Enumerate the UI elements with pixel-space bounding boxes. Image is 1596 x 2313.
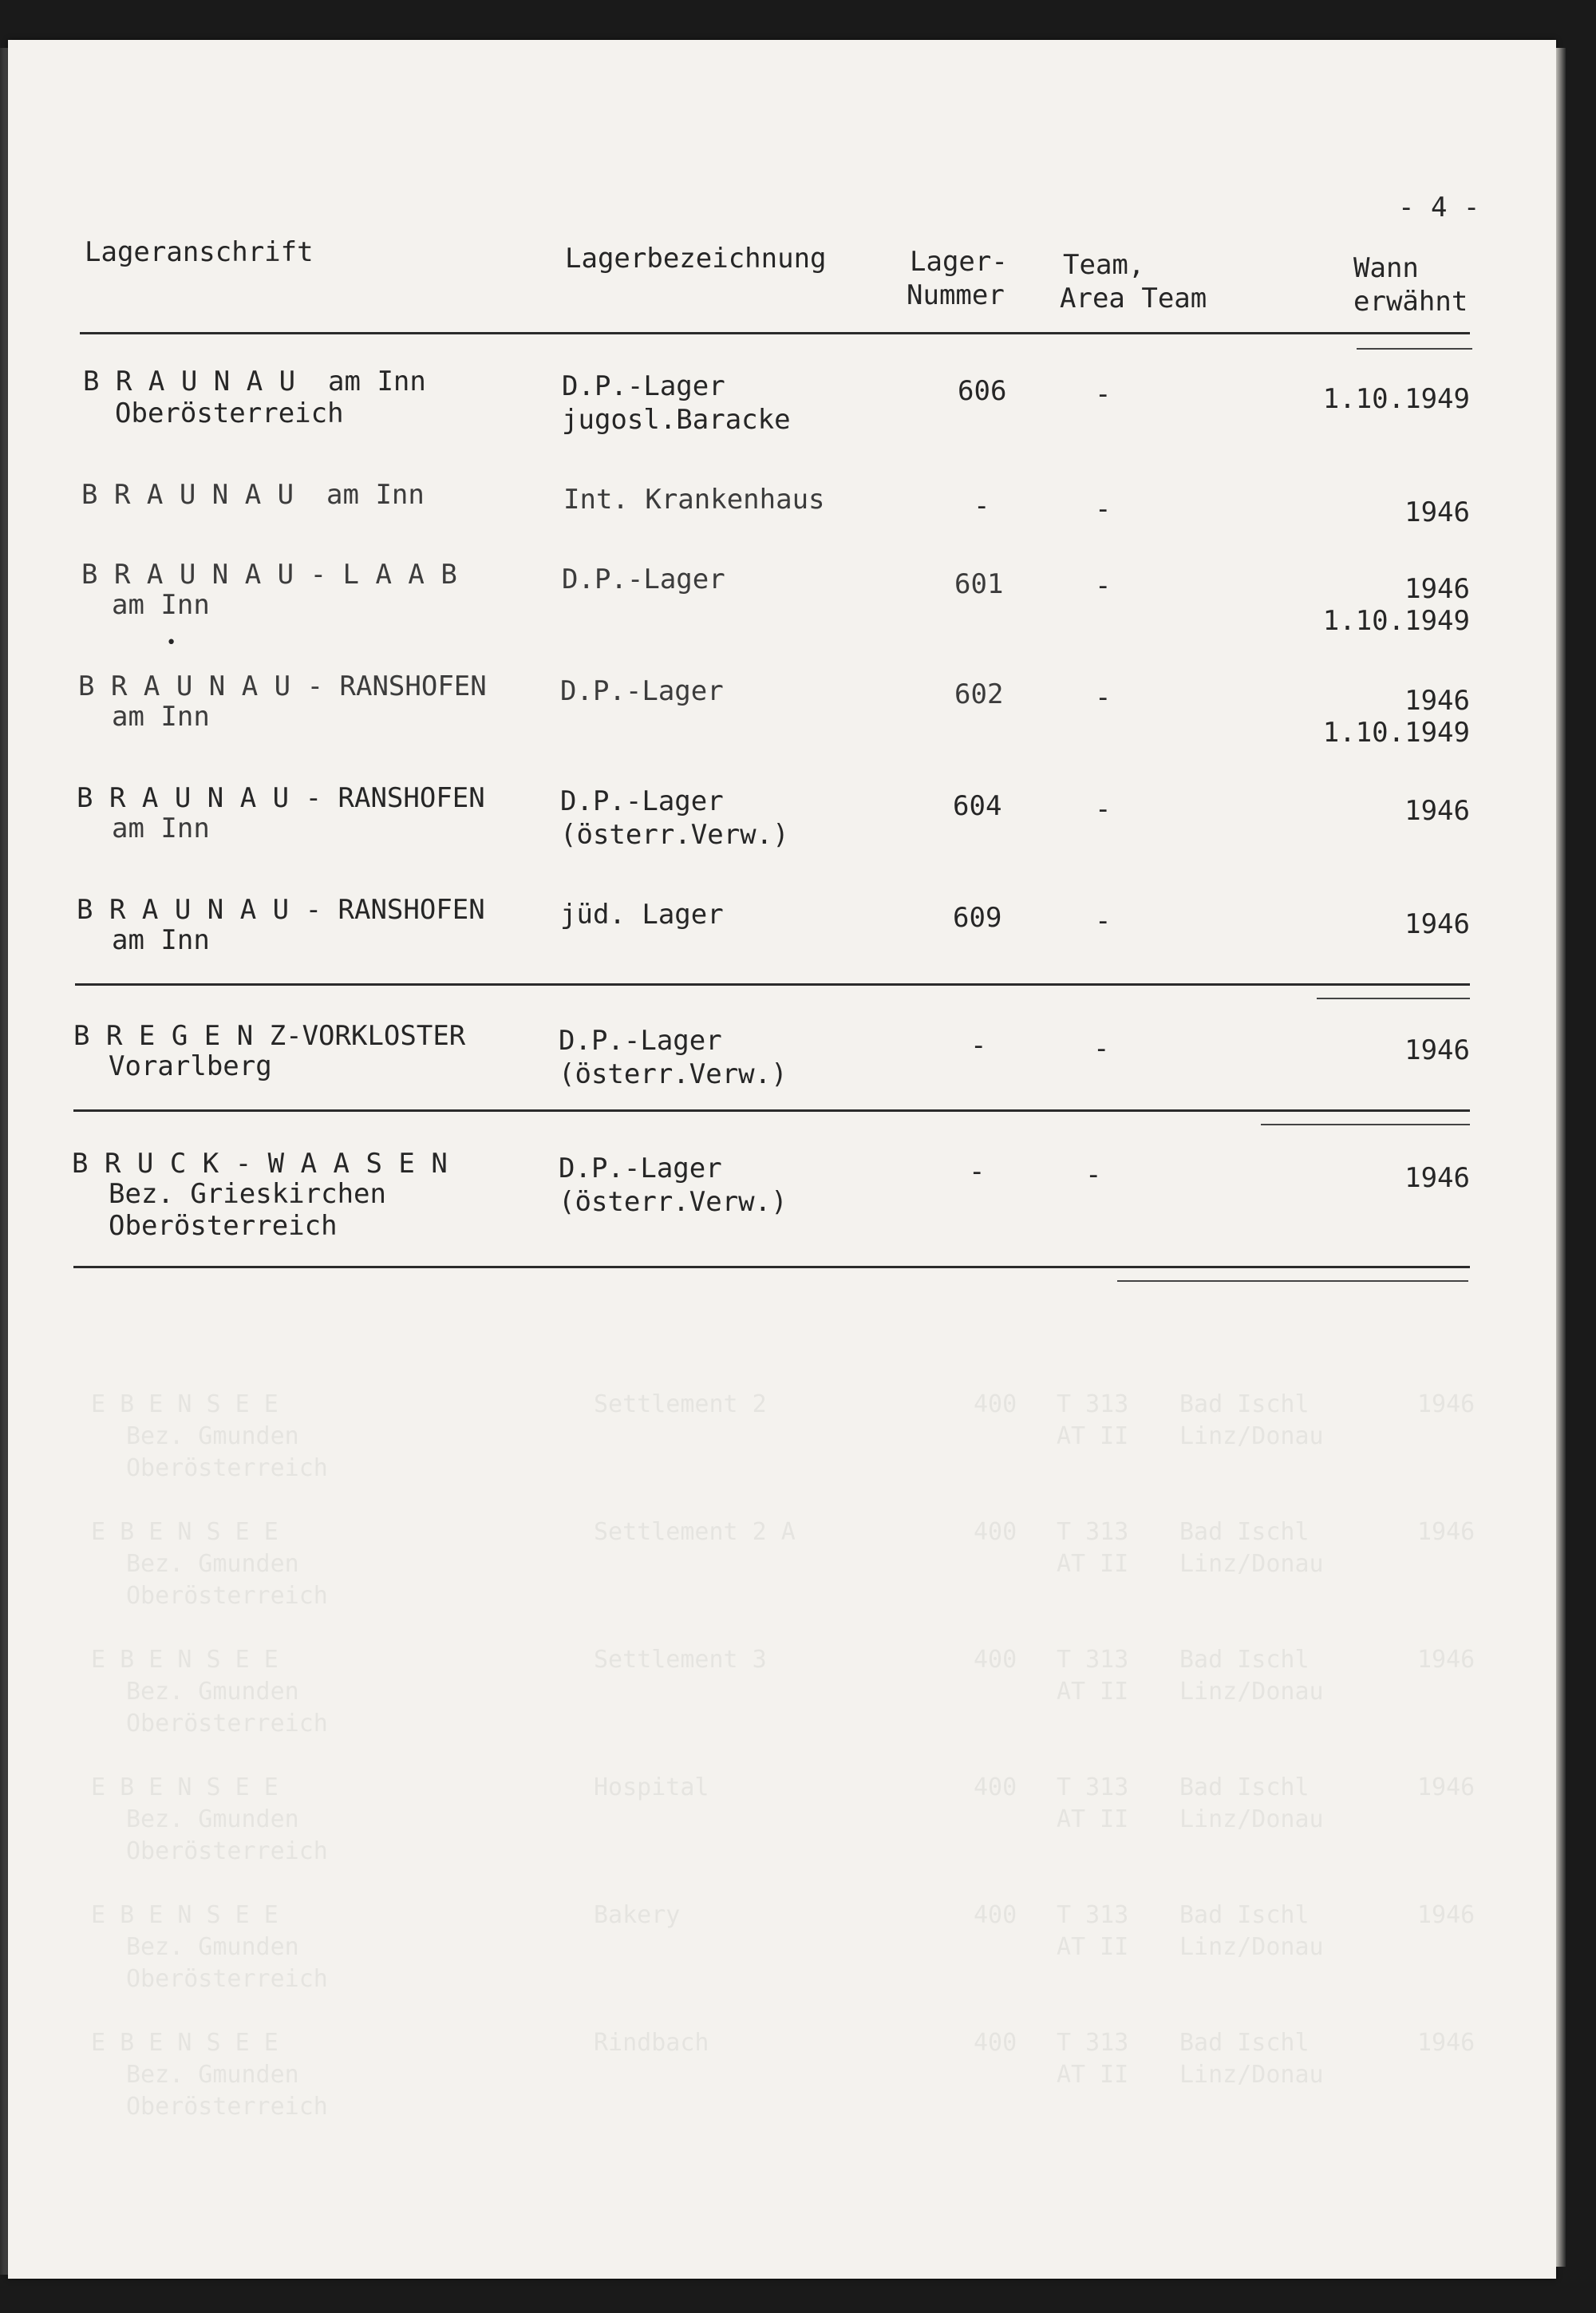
section-rule-3 [73, 1266, 1470, 1268]
row-6-address-line2: am Inn [112, 924, 210, 956]
show-through-region: Oberösterreich [126, 1837, 328, 1865]
page-edge [1556, 48, 1566, 2267]
row-3-wann-line2: 1.10.1949 [1322, 605, 1470, 637]
show-through-nummer: 400 [974, 1390, 1017, 1418]
show-through-area-team: AT II [1057, 1678, 1129, 1706]
section-rule-2 [73, 1109, 1470, 1112]
row-7-bezeichnung-line1: D.P.-Lager [559, 1025, 722, 1057]
row-4-bezeichnung-line1: D.P.-Lager [560, 675, 724, 707]
row-1-lager-nummer: 606 [958, 375, 1007, 407]
header-wann-line1: Wann [1353, 252, 1419, 284]
show-through-district: Bez. Gmunden [126, 1422, 299, 1450]
show-through-wann: 1946 [1417, 1518, 1476, 1546]
show-through-nummer: 400 [974, 1773, 1017, 1801]
show-through-nummer: 400 [974, 1901, 1017, 1929]
show-through-team: T 313 [1057, 1901, 1129, 1929]
row-8-team: - [1085, 1159, 1102, 1191]
row-8-address-line2: Bez. Grieskirchen [109, 1178, 386, 1210]
row-7-address-line1: B R E G E N Z-VORKLOSTER [73, 1020, 466, 1052]
show-through-ort-2: Linz/Donau [1179, 1678, 1324, 1706]
row-3-address-line2: am Inn [112, 589, 210, 621]
show-through-ort-2: Linz/Donau [1179, 2061, 1324, 2089]
show-through-bezeichnung: Hospital [594, 1773, 709, 1801]
header-rule [80, 332, 1470, 334]
show-through-region: Oberösterreich [126, 1965, 328, 1993]
row-3-address-line1: B R A U N A U - L A A B [81, 559, 457, 591]
show-through-address: E B E N S E E [91, 1518, 279, 1546]
row-6-address-line1: B R A U N A U - RANSHOFEN [77, 894, 485, 926]
show-through-team: T 313 [1057, 1773, 1129, 1801]
show-through-wann: 1946 [1417, 1773, 1476, 1801]
row-3-bezeichnung-line1: D.P.-Lager [562, 563, 725, 595]
row-4-wann-line1: 1946 [1404, 685, 1470, 717]
show-through-region: Oberösterreich [126, 1454, 328, 1482]
ink-dot: • [166, 633, 177, 653]
show-through-ort: Bad Ischl [1179, 2029, 1310, 2057]
show-through-area-team: AT II [1057, 1550, 1129, 1578]
row-8-bezeichnung-line2: (österr.Verw.) [559, 1186, 788, 1218]
row-4-address-line1: B R A U N A U - RANSHOFEN [78, 670, 487, 702]
row-1-team: - [1095, 378, 1112, 410]
show-through-bezeichnung: Bakery [594, 1901, 681, 1929]
header-lageranschrift: Lageranschrift [85, 236, 314, 268]
row-1-bezeichnung-line1: D.P.-Lager [562, 370, 725, 402]
row-3-lager-nummer: 601 [954, 568, 1004, 600]
show-through-address: E B E N S E E [91, 1646, 279, 1674]
show-through-wann: 1946 [1417, 2029, 1476, 2057]
show-through-district: Bez. Gmunden [126, 1678, 299, 1706]
show-through-district: Bez. Gmunden [126, 1805, 299, 1833]
show-through-address: E B E N S E E [91, 1773, 279, 1801]
row-2-lager-nummer: - [974, 490, 990, 522]
show-through-wann: 1946 [1417, 1646, 1476, 1674]
show-through-address: E B E N S E E [91, 1390, 279, 1418]
row-8-wann: 1946 [1404, 1162, 1470, 1194]
row-8-address-line1: B R U C K - W A A S E N [72, 1148, 448, 1180]
show-through-bezeichnung: Settlement 2 [594, 1390, 767, 1418]
row-7-address-line2: Vorarlberg [109, 1050, 272, 1082]
show-through-team: T 313 [1057, 1518, 1129, 1546]
row-6-bezeichnung-line1: jüd. Lager [560, 899, 724, 931]
header-lager-nummer-line2: Nummer [907, 279, 1005, 311]
row-7-team: - [1093, 1033, 1110, 1065]
row-6-team: - [1095, 905, 1112, 937]
row-5-wann: 1946 [1404, 795, 1470, 827]
show-through-ort: Bad Ischl [1179, 1390, 1310, 1418]
show-through-area-team: AT II [1057, 2061, 1129, 2089]
show-through-team: T 313 [1057, 1390, 1129, 1418]
row-5-bezeichnung-line1: D.P.-Lager [560, 785, 724, 817]
row-6-lager-nummer: 609 [953, 902, 1002, 934]
row-4-team: - [1095, 682, 1112, 714]
row-8-bezeichnung-line1: D.P.-Lager [559, 1153, 722, 1184]
header-team-line1: Team, [1063, 249, 1145, 281]
show-through-ort: Bad Ischl [1179, 1901, 1310, 1929]
show-through-ort: Bad Ischl [1179, 1646, 1310, 1674]
row-1-address-line2: Oberösterreich [115, 397, 344, 429]
show-through-ort-2: Linz/Donau [1179, 1805, 1324, 1833]
row-1-address-line1: B R A U N A U am Inn [83, 366, 426, 397]
show-through-nummer: 400 [974, 1646, 1017, 1674]
row-2-team: - [1095, 493, 1112, 525]
show-through-district: Bez. Gmunden [126, 1550, 299, 1578]
row-2-wann: 1946 [1404, 496, 1470, 528]
show-through-address: E B E N S E E [91, 1901, 279, 1929]
section-rule-2-end [1261, 1124, 1470, 1125]
section-rule-1 [75, 983, 1470, 986]
row-6-wann: 1946 [1404, 908, 1470, 940]
show-through-region: Oberösterreich [126, 1710, 328, 1738]
page-number: - 4 - [1398, 192, 1480, 223]
row-5-bezeichnung-line2: (österr.Verw.) [560, 819, 789, 851]
show-through-nummer: 400 [974, 1518, 1017, 1546]
show-through-area-team: AT II [1057, 1422, 1129, 1450]
show-through-area-team: AT II [1057, 1805, 1129, 1833]
section-rule-3-end [1117, 1280, 1468, 1282]
header-lager-nummer-line1: Lager- [910, 246, 1008, 278]
show-through-district: Bez. Gmunden [126, 1933, 299, 1961]
row-7-lager-nummer: - [970, 1030, 987, 1062]
row-7-bezeichnung-line2: (österr.Verw.) [559, 1058, 788, 1090]
section-rule-1-end [1317, 998, 1470, 999]
row-5-lager-nummer: 604 [953, 790, 1002, 822]
show-through-nummer: 400 [974, 2029, 1017, 2057]
row-3-wann-line1: 1946 [1404, 573, 1470, 605]
row-3-team: - [1095, 570, 1112, 602]
header-lagerbezeichnung: Lagerbezeichnung [565, 243, 827, 275]
header-team-line2: Area Team [1060, 283, 1207, 314]
row-8-address-line3: Oberösterreich [109, 1210, 338, 1242]
show-through-ort: Bad Ischl [1179, 1518, 1310, 1546]
show-through-wann: 1946 [1417, 1901, 1476, 1929]
show-through-district: Bez. Gmunden [126, 2061, 299, 2089]
row-5-team: - [1095, 793, 1112, 825]
header-rule-end [1357, 348, 1472, 350]
row-1-bezeichnung-line2: jugosl.Baracke [562, 404, 791, 436]
show-through-team: T 313 [1057, 1646, 1129, 1674]
show-through-ort: Bad Ischl [1179, 1773, 1310, 1801]
show-through-ort-2: Linz/Donau [1179, 1933, 1324, 1961]
show-through-ort-2: Linz/Donau [1179, 1550, 1324, 1578]
row-8-lager-nummer: - [969, 1156, 986, 1188]
show-through-bezeichnung: Settlement 3 [594, 1646, 767, 1674]
header-wann-line2: erwähnt [1353, 286, 1468, 318]
show-through-address: E B E N S E E [91, 2029, 279, 2057]
row-4-lager-nummer: 602 [954, 678, 1004, 710]
show-through-area-team: AT II [1057, 1933, 1129, 1961]
row-1-wann: 1.10.1949 [1322, 383, 1470, 415]
row-5-address-line1: B R A U N A U - RANSHOFEN [77, 782, 485, 814]
row-7-wann: 1946 [1404, 1034, 1470, 1066]
show-through-wann: 1946 [1417, 1390, 1476, 1418]
show-through-region: Oberösterreich [126, 1582, 328, 1610]
show-through-region: Oberösterreich [126, 2093, 328, 2121]
show-through-bezeichnung: Settlement 2 A [594, 1518, 796, 1546]
row-2-bezeichnung-line1: Int. Krankenhaus [563, 484, 825, 516]
row-2-address-line1: B R A U N A U am Inn [81, 479, 425, 511]
row-4-wann-line2: 1.10.1949 [1322, 717, 1470, 749]
row-5-address-line2: am Inn [112, 813, 210, 844]
show-through-bezeichnung: Rindbach [594, 2029, 709, 2057]
show-through-team: T 313 [1057, 2029, 1129, 2057]
row-4-address-line2: am Inn [112, 701, 210, 733]
show-through-ort-2: Linz/Donau [1179, 1422, 1324, 1450]
